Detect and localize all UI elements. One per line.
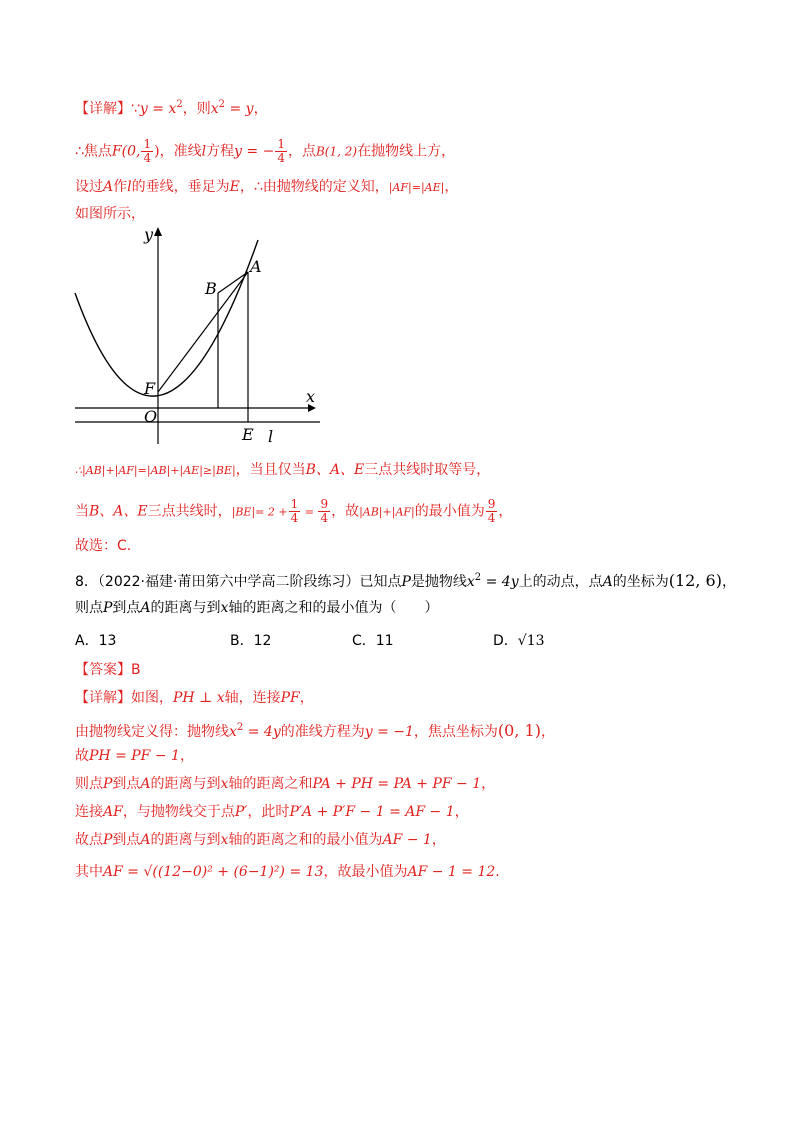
question-number: 8．	[75, 574, 98, 590]
detail-line-6: 当B、A、E三点共线时，|BE|= 2 + $\frac{1}{4}$ = $\frac{9}{4}$ ，故|AB|+|AF|的最小值为 $\frac{9}{4}$ ，	[75, 497, 513, 525]
detail-line-5: ∴|AB|+|AF|=|AB|+|AE|≥|BE|，当且仅当B、A、E三点共线时取等号，	[75, 462, 491, 478]
directrix-label: l	[268, 427, 274, 446]
solution-line-4: 则点P到点A的距离与到x轴的距离之和PA + PH = PA + PF − 1，	[75, 776, 496, 792]
y-axis-label: y	[144, 225, 154, 244]
origin-label: O	[144, 407, 158, 426]
fraction: $\frac{1}{4}$	[143, 137, 152, 165]
answer-line: 【答案】B	[75, 662, 141, 678]
fraction: $\frac{1}{4}$	[277, 137, 285, 165]
solution-line-5: 连接AF，与抛物线交于点P′，此时P′A + P′F − 1 = AF − 1，	[75, 804, 469, 820]
ba-segment	[218, 272, 248, 293]
detail-line-1: 【详解】∵y = $x^2$，则$x^2 = y$，	[75, 99, 268, 117]
solution-line-6: 故点P到点A的距离与到x轴的距离之和的最小值为AF − 1，	[75, 832, 446, 848]
fa-segment	[158, 272, 248, 392]
detail-tag: 【详解】	[75, 101, 131, 117]
solution-line-1: 【详解】如图，PH ⊥ x轴，连接PF，	[75, 690, 314, 706]
question-8-line-1: 8．（2022·福建·莆田第六中学高二阶段练习）已知点P是抛物线$x^2 = 4y$上的动点，点A的坐标为(12, 6)，	[75, 571, 736, 590]
detail-line-4: 如图所示，	[75, 206, 145, 222]
y-axis-arrow-icon	[154, 227, 162, 236]
point-e-label: E	[242, 425, 254, 444]
detail-line-7: 故选：C.	[75, 538, 132, 554]
option-d: D．√13	[493, 633, 545, 649]
point-a-label: A	[250, 257, 262, 276]
point-b-label: B	[205, 279, 217, 298]
option-b: B．12	[230, 633, 272, 649]
solution-line-7: 其中AF = √((12−0)² + (6−1)²) = 13，故最小值为AF − 1 = 12.	[75, 864, 500, 880]
parabola-curve	[75, 240, 258, 396]
x-axis-label: x	[306, 387, 316, 406]
parabola-figure	[70, 222, 330, 447]
fraction: $\frac{1}{4}$	[290, 497, 299, 525]
question-8-line-2: 则点P到点A的距离与到x轴的距离之和的最小值为（ ）	[75, 600, 439, 616]
solution-line-3: 故PH = PF − 1，	[75, 748, 194, 764]
option-a: A．13	[75, 633, 117, 649]
detail-line-3: 设过A作l的垂线，垂足为E，∴由抛物线的定义知，|AF|=|AE|，	[75, 179, 459, 195]
point-f-label: F	[144, 379, 156, 398]
fraction: $\frac{9}{4}$	[487, 497, 496, 525]
option-c: C．11	[352, 633, 394, 649]
detail-line-2: ∴焦点F(0, $\frac{1}{4}$ )，准线l方程y = − $\frac{1}{4}$ ，点B(1, 2)在抛物线上方，	[75, 137, 456, 165]
fraction: $\frac{9}{4}$	[320, 497, 329, 525]
solution-line-2: 由抛物线定义得：抛物线$x^2 = 4y$的准线方程为y = −1，焦点坐标为(0, 1)，	[75, 721, 555, 740]
